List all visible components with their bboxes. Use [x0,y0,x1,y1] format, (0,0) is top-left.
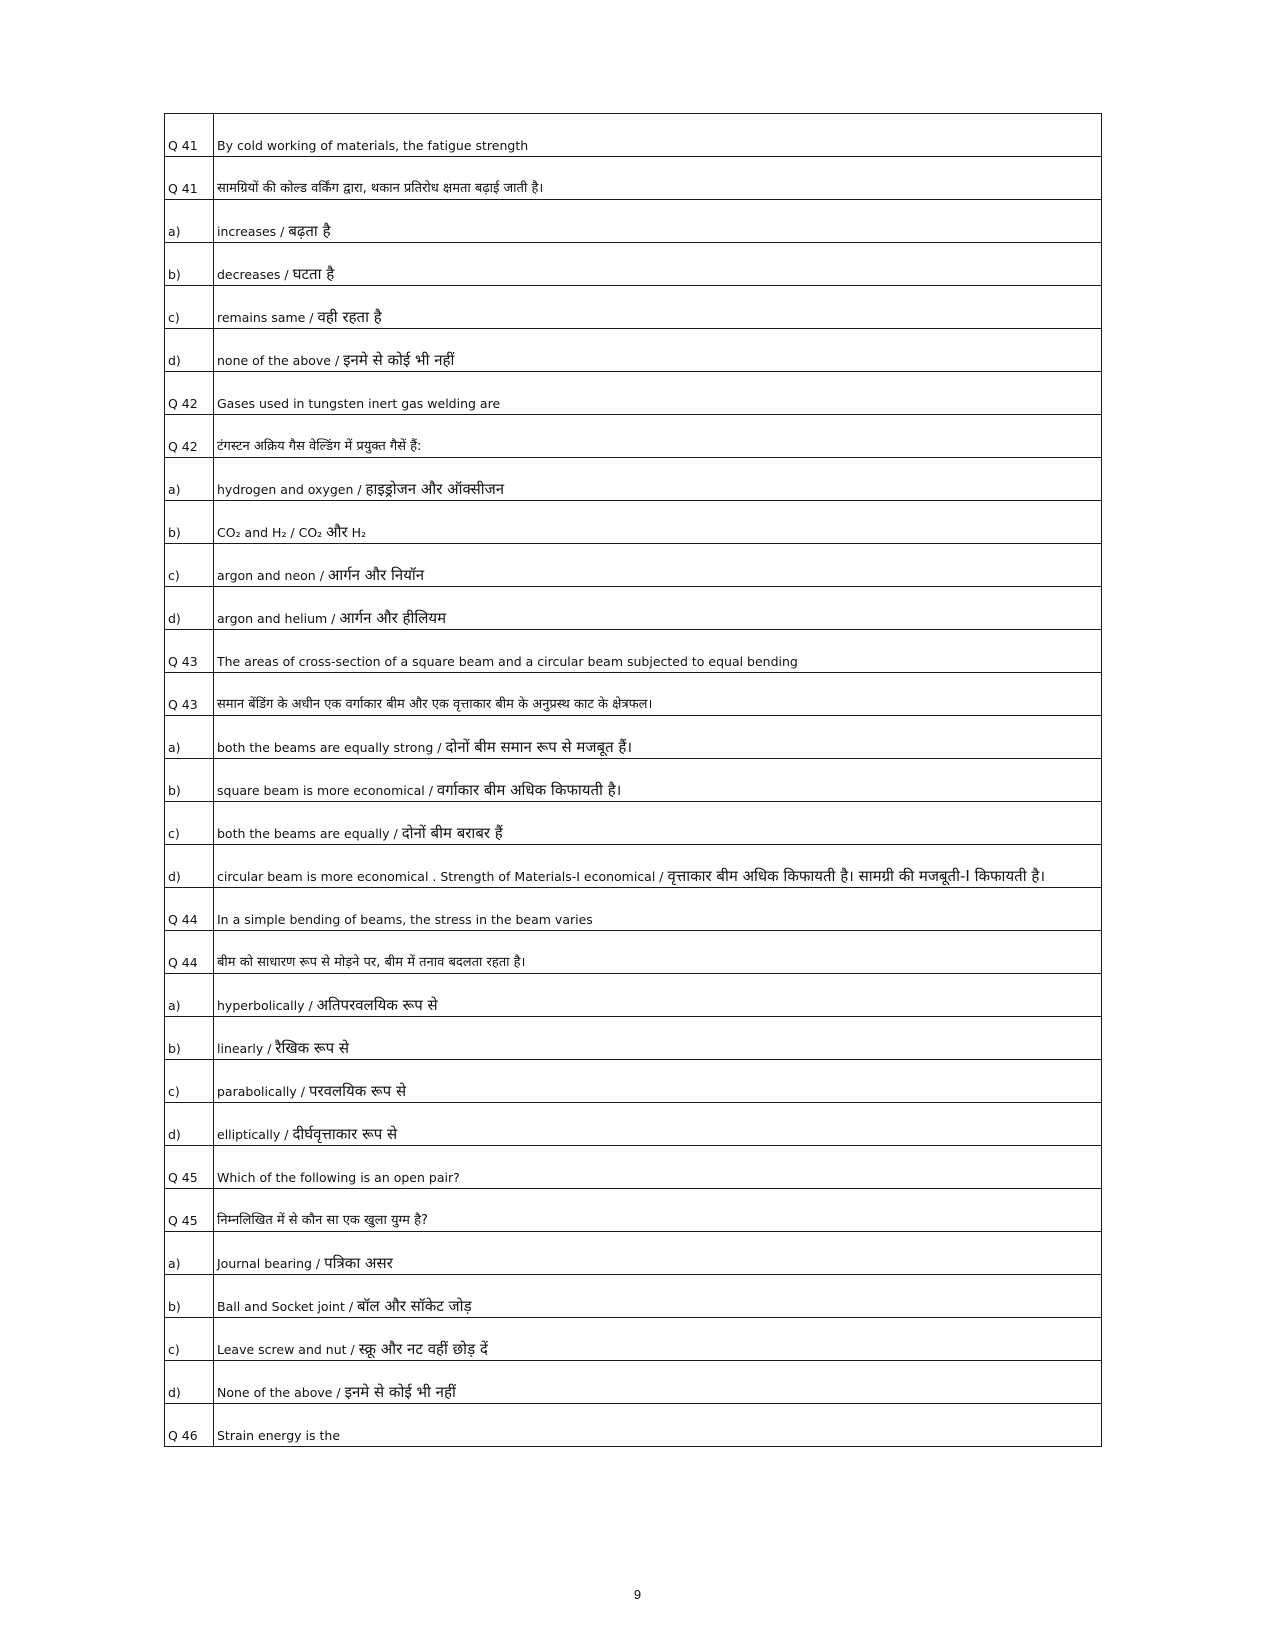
english-text: argon and helium / [217,611,340,626]
table-row [165,1017,1102,1060]
table-row [165,458,1102,501]
hindi-text: दोनों बीम बराबर हैं [401,824,503,842]
question-label: Q 44 [165,888,214,931]
question-label: Q 43 [165,673,214,716]
question-label: Q 43 [165,630,214,673]
english-text: CO₂ and H₂ / CO₂ [217,525,327,540]
question-label: b) [165,501,214,544]
english-text: parabolically / [217,1084,309,1099]
hindi-question-text: समान बेंडिंग के अधीन एक वर्गाकार बीम और एक वृत्ताकार बीम के अनुप्रस्थ काट के क्षेत्रफल। [217,697,653,712]
english-text: Journal bearing / [217,1256,325,1271]
question-label: a) [165,1232,214,1275]
question-text-cell [214,802,1102,845]
question-label: d) [165,845,214,888]
question-label: a) [165,974,214,1017]
english-text: Strain energy is the [217,1428,341,1443]
hindi-question-text: निम्नलिखित में से कौन सा एक खुला युग्म है? [217,1213,428,1228]
question-text-cell [214,1146,1102,1189]
hindi-text: दीर्घवृत्ताकार रूप से [292,1125,398,1143]
question-label: Q 42 [165,415,214,458]
hindi-text: बढ़ता है [288,222,331,240]
table-row [165,200,1102,243]
page-number: 9 [633,1587,642,1602]
english-text: Leave screw and nut / [217,1342,359,1357]
english-text: argon and neon / [217,568,328,583]
question-table [164,113,1102,1447]
table-row [165,759,1102,802]
hindi-text: अतिपरवलयिक रूप से [316,996,438,1014]
question-label: d) [165,1103,214,1146]
table-row [165,157,1102,200]
hindi-text: और [326,523,348,541]
question-text-cell [214,329,1102,372]
question-label: d) [165,1361,214,1404]
question-text-cell [214,157,1102,200]
english-text: Gases used in tungsten inert gas welding are [217,396,501,411]
hindi-text: इनमे से कोई भी नहीं [343,351,455,369]
question-text-cell [214,372,1102,415]
question-label: c) [165,544,214,587]
question-label: c) [165,1060,214,1103]
question-text-cell [214,1318,1102,1361]
question-text-cell [214,458,1102,501]
table-row [165,1232,1102,1275]
table-row [165,888,1102,931]
question-label: c) [165,1318,214,1361]
table-row [165,544,1102,587]
table-row [165,415,1102,458]
hindi-text: हाइड्रोजन और ऑक्सीजन [365,480,505,498]
table-row [165,114,1102,157]
hindi-text: बॉल और सॉकेट जोड़ [357,1297,472,1315]
table-row [165,1103,1102,1146]
question-text-cell [214,974,1102,1017]
table-row [165,1275,1102,1318]
english-text: linearly / [217,1041,276,1056]
hindi-text: दोनों बीम समान रूप से मजबूत हैं। [445,738,633,756]
question-text-cell [214,1232,1102,1275]
question-label: Q 44 [165,931,214,974]
table-row [165,1060,1102,1103]
table-row [165,1404,1102,1447]
hindi-question-text: सामग्रियों की कोल्ड वर्किंग द्वारा, थकान प्रतिरोध क्षमता बढ़ाई जाती है। [217,181,544,196]
english-text: In a simple bending of beams, the stress in the beam varies [217,912,593,927]
table-row [165,501,1102,544]
table-row [165,845,1102,888]
hindi-text: परवलयिक रूप से [308,1082,407,1100]
question-text-cell [214,630,1102,673]
english-text: By cold working of materials, the fatigue strength [217,138,529,153]
hindi-text: पत्रिका असर [324,1254,393,1272]
question-label: a) [165,716,214,759]
question-text-cell [214,1361,1102,1404]
question-text-cell [214,1275,1102,1318]
english-text: Ball and Socket joint / [217,1299,358,1314]
table-row [165,286,1102,329]
hindi-text: वृत्ताकार बीम अधिक किफायती है। सामग्री की मजबूती-I किफायती है। [667,867,1046,885]
table-row [165,1318,1102,1361]
english-text: decreases / [217,267,293,282]
table-row [165,630,1102,673]
hindi-question-text: बीम को साधारण रूप से मोड़ने पर, बीम में तनाव बदलता रहता है। [217,955,526,970]
question-text-cell [214,587,1102,630]
table-row [165,673,1102,716]
english-text: The areas of cross-section of a square beam and a circular beam subjected to equal bending [217,654,798,669]
hindi-text: इनमे से कोई भी नहीं [344,1383,456,1401]
hindi-text: स्क्रू और नट वहीं छोड़ दें [358,1340,488,1358]
english-text: square beam is more economical / [217,783,437,798]
table-row [165,329,1102,372]
question-text-cell [214,544,1102,587]
question-text-cell [214,200,1102,243]
question-label: b) [165,759,214,802]
question-text-cell [214,1060,1102,1103]
question-label: Q 42 [165,372,214,415]
table-row [165,372,1102,415]
english-text: none of the above / [217,353,344,368]
hindi-question-text: टंगस्टन अक्रिय गैस वेल्डिंग में प्रयुक्त गैसें हैं: [217,439,422,454]
english-text: both the beams are equally strong / [217,740,446,755]
question-text-cell [214,501,1102,544]
table-row [165,931,1102,974]
question-label: d) [165,329,214,372]
question-label: b) [165,1017,214,1060]
question-label: a) [165,458,214,501]
english-text-suffix: H₂ [347,525,367,540]
question-label: c) [165,286,214,329]
question-text-cell [214,286,1102,329]
table-row [165,587,1102,630]
question-text-cell [214,1017,1102,1060]
question-text-cell [214,243,1102,286]
table-row [165,974,1102,1017]
english-text: hyperbolically / [217,998,317,1013]
english-text: remains same / [217,310,318,325]
english-text: hydrogen and oxygen / [217,482,366,497]
question-text-cell [214,1103,1102,1146]
question-text-cell [214,415,1102,458]
question-label: b) [165,243,214,286]
hindi-text: वही रहता है [317,308,382,326]
question-table-body [165,114,1102,1447]
table-row [165,1189,1102,1232]
english-text: increases / [217,224,289,239]
table-row [165,802,1102,845]
english-text: elliptically / [217,1127,293,1142]
table-row [165,1146,1102,1189]
question-text-cell [214,1189,1102,1232]
hindi-text: घटता है [292,265,335,283]
hindi-text: रैखिक रूप से [275,1039,350,1057]
question-label: Q 45 [165,1189,214,1232]
question-label: b) [165,1275,214,1318]
question-text-cell [214,673,1102,716]
english-text: circular beam is more economical . Strength of Materials-I economical / [217,869,668,884]
table-row [165,716,1102,759]
question-label: Q 45 [165,1146,214,1189]
question-label: Q 46 [165,1404,214,1447]
hindi-text: वर्गाकार बीम अधिक किफायती है। [436,781,622,799]
question-text-cell [214,759,1102,802]
table-row [165,1361,1102,1404]
table-row [165,243,1102,286]
question-text-cell [214,888,1102,931]
question-text-cell [214,716,1102,759]
english-text: Which of the following is an open pair? [217,1170,460,1185]
hindi-text: आर्गन और नियॉन [327,566,425,584]
hindi-text: आर्गन और हीलियम [339,609,447,627]
question-text-cell [214,931,1102,974]
question-text-cell [214,845,1102,888]
question-text-cell [214,1404,1102,1447]
english-text: None of the above / [217,1385,345,1400]
question-label: c) [165,802,214,845]
english-text: both the beams are equally / [217,826,402,841]
question-text-cell [214,114,1102,157]
question-label: Q 41 [165,157,214,200]
question-label: d) [165,587,214,630]
question-label: Q 41 [165,114,214,157]
question-label: a) [165,200,214,243]
